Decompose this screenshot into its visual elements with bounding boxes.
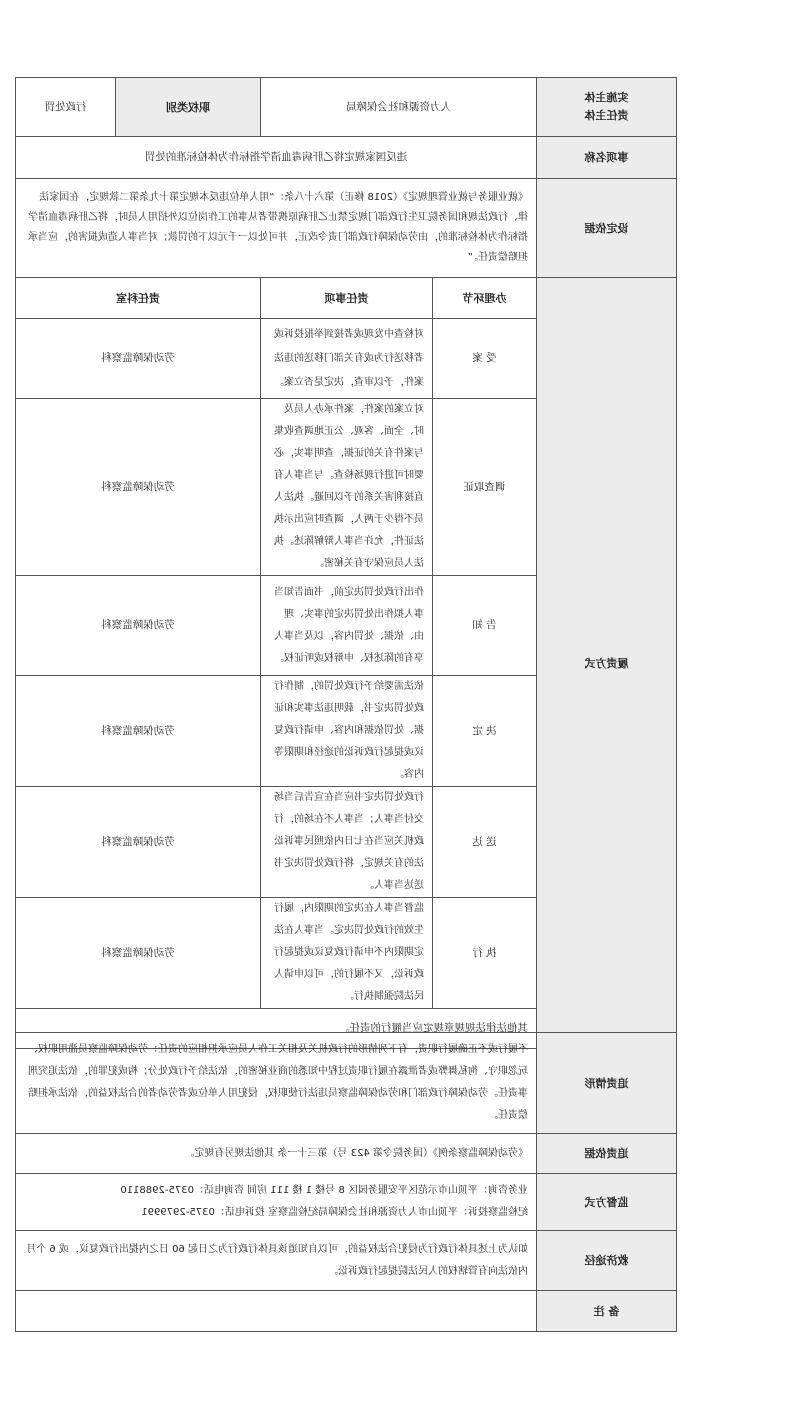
- basis-text: 《就业服务与就业管理规定》（2018 修正）第六十八条：“用人单位违反本规定第十九条第二款规定，在国家法律、行政法规和国务院卫生行政部门规定禁止乙肝病原携带者从事的工作岗位以外招用人员时，将乙肝病毒血清学指标作为体检标准的，由劳动保障行政部门责令改正，并可处以一千元以下的罚款；对当事人造成损害的，应当承担赔偿责任。”: [16, 179, 537, 278]
- remarks-row: [16, 1291, 677, 1332]
- duty-table: [15, 77, 677, 1049]
- acc-basis-row: [16, 1134, 677, 1174]
- item-row: [16, 137, 677, 179]
- matter-cell: 监督当事人在决定的期限内，履行生效的行政处罚决定。当事人在法定期限内不申请行政复议或提起行政诉讼，又不履行的，可以申请人民法院强制执行。: [261, 898, 433, 1009]
- remarks-label: 备 注: [537, 1291, 677, 1332]
- impl-label-line1: 实施主体: [584, 91, 629, 104]
- stage-cell: 告 知: [433, 576, 537, 676]
- stage-cell: 受 案: [433, 319, 537, 399]
- item-value: 违反国家规定将乙肝病毒血清学指标作为体检标准的处罚: [16, 137, 537, 179]
- matter-cell: 依法需要给予行政处罚的，制作行政处罚决定书，载明违法事实和证据、处罚依据和内容、申请行政复议或提起行政诉讼的途径和期限等内容。: [261, 676, 433, 787]
- duty-header-row: [16, 278, 677, 319]
- basis-row: [16, 179, 677, 278]
- supervision-line2: 纪检监察投诉：平顶山市人力资源和社会保障局纪检监察室 投诉电话：0375-2979991: [141, 1207, 528, 1218]
- impl-label: [537, 78, 677, 137]
- col-matter: 责任事项: [261, 278, 433, 319]
- supervision-label: 监督方式: [537, 1174, 677, 1231]
- duty-label: 履责方式: [537, 278, 677, 1049]
- dept-cell: 劳动保障监察科: [16, 676, 261, 787]
- dept-cell: 劳动保障监察科: [16, 898, 261, 1009]
- relief-label: 救济途径: [537, 1231, 677, 1291]
- col-stage: 办理环节: [433, 278, 537, 319]
- stage-cell: 调查取证: [433, 399, 537, 576]
- matter-cell: 对立案的案件，案件承办人员及时、全面、客观、公正地调查收集与案件有关的证据，查明事实，必要时可进行现场检查。与当事人有直接利害关系的予以回避。执法人员不得少于两人，调查时应出示执法证件，允许当事人辩解陈述。执法人员应保守有关秘密。: [261, 399, 433, 576]
- supervision-row: [16, 1174, 677, 1231]
- relief-text: 如认为上述具体行政行为侵犯合法权益的，可以自知道该具体行政行为之日起 60 日之内提出行政复议，或 6 个月内依法向有管辖权的人民法院提起行政诉讼。: [16, 1231, 537, 1291]
- acc-basis-label: 追责依据: [537, 1134, 677, 1174]
- accountability-text: 不履行或不正确履行职责，有下列情形的行政机关及相关工作人员应承担相应的责任：劳动保障监察员滥用职权、玩忽职守、徇私舞弊或者泄露在履行职责过程中知悉的商业秘密的，依法给予行政处分；构成犯罪的，依法追究刑事责任。劳动保障行政部门和劳动保障监察员违法行使职权，侵犯用人单位或者劳动者的合法权益的，依法承担赔偿责任。: [16, 1033, 537, 1134]
- col-dept: 责任科室: [16, 278, 261, 319]
- accountability-row: [16, 1033, 677, 1134]
- stage-cell: 执 行: [433, 898, 537, 1009]
- matter-cell: 行政处罚决定书应当在宣告后当场交付当事人；当事人不在场的，行政机关应当在七日内依照民事诉讼法的有关规定，将行政处罚决定书送达当事人。: [261, 787, 433, 898]
- acc-basis-text: 《劳动保障监察条例》（国务院令第 423 号）第三十一条 其他法规另有规定。: [16, 1134, 537, 1174]
- impl-label-line2: 责任主体: [584, 109, 629, 122]
- stage-cell: 决 定: [433, 676, 537, 787]
- item-label: 事项名称: [537, 137, 677, 179]
- remarks-value: [16, 1291, 537, 1332]
- basis-label: 设定依据: [537, 179, 677, 278]
- other-duty-text: 其他法律法规规章规定应当履行的责任。: [16, 1009, 537, 1049]
- matter-cell: 作出行政处罚决定前，书面告知当事人拟作出处罚决定的事实、理由、依据、处罚内容，以及当事人享有的陈述权、申辩权或听证权。: [261, 576, 433, 676]
- impl-row: [16, 78, 677, 137]
- category-label: 职权类别: [116, 78, 261, 137]
- accountability-label: 追责情形: [537, 1033, 677, 1134]
- dept-cell: 劳动保障监察科: [16, 319, 261, 399]
- dept-cell: 劳动保障监察科: [16, 399, 261, 576]
- matter-cell: 对检查中发现或者接到举报投诉或者移送行为或有关部门移送的违法案件，予以审查，决定是否立案。: [261, 319, 433, 399]
- category-value: 行政处罚: [16, 78, 116, 137]
- relief-row: [16, 1231, 677, 1291]
- supervision-line1: 业务咨询：平顶山市示范区平安服务园区 8 号楼 1 楼 111 房间 咨询电话：0375-2988110: [120, 1185, 528, 1196]
- dept-cell: 劳动保障监察科: [16, 576, 261, 676]
- supervision-cell: [16, 1174, 537, 1231]
- dept-cell: 劳动保障监察科: [16, 787, 261, 898]
- stage-cell: 送 达: [433, 787, 537, 898]
- accountability-table: [15, 1032, 677, 1332]
- impl-value: 人力资源和社会保障局: [261, 78, 537, 137]
